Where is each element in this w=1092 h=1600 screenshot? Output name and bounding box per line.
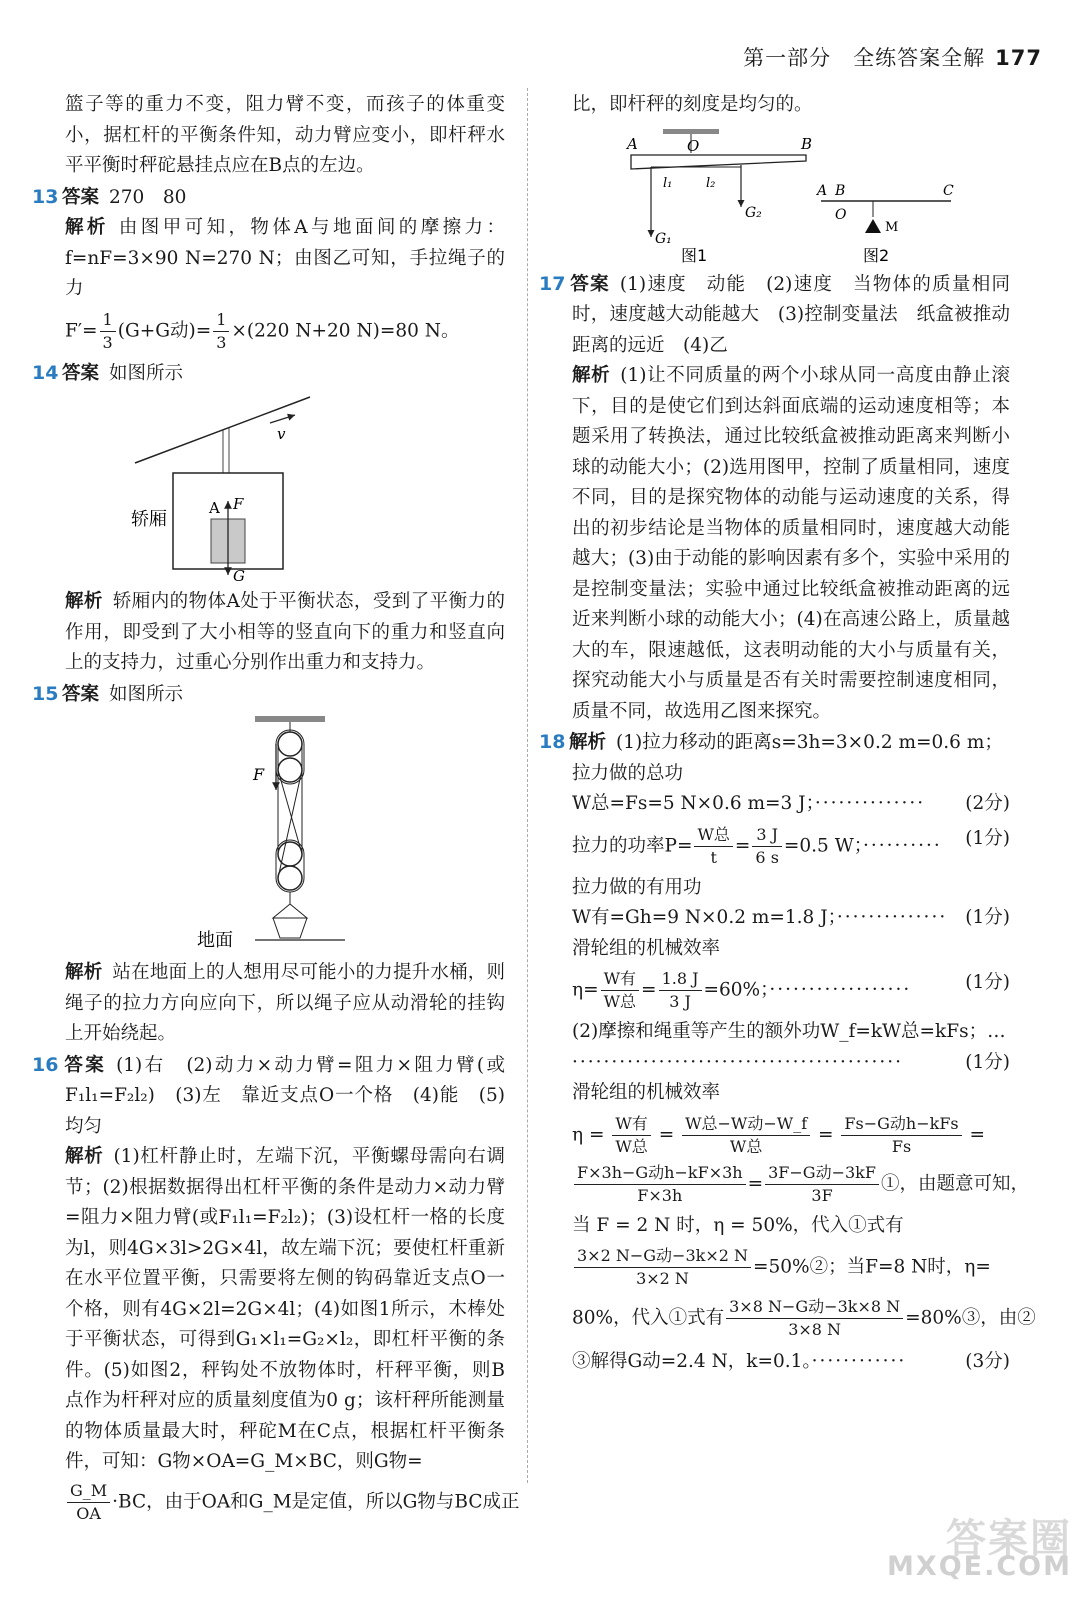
- q16-number: 16: [32, 1053, 59, 1076]
- denominator: 3: [102, 332, 113, 352]
- denominator: 3 J: [669, 992, 691, 1011]
- answer-label: 答案: [62, 1054, 107, 1076]
- denominator: 3×8 N: [788, 1320, 842, 1339]
- q18-useful-work: W有=Gh=9 N×0.2 m=1.8 J；·············· (1分): [572, 903, 1010, 934]
- numerator: 1: [100, 309, 116, 332]
- fig1-label-l2: l₂: [706, 175, 716, 191]
- continuation-paragraph: 比，即杆秤的刻度是均匀的。: [572, 94, 813, 115]
- q18-text: (1)拉力移动的距离s=3h=3×0.2 m=0.6 m；: [616, 732, 1003, 753]
- fraction: [67, 1480, 110, 1525]
- numerator: G_M: [67, 1480, 110, 1503]
- q18-text: =0.5 W；: [783, 835, 863, 856]
- fig2-label-a: A: [817, 182, 828, 199]
- q18-total-work: W总=Fs=5 N×0.6 m=3 J；·············· (2分): [572, 789, 1010, 820]
- denominator: 3: [216, 332, 227, 352]
- fig1-label-o: O: [687, 136, 700, 155]
- q18-text: =: [734, 835, 751, 856]
- denominator: W总: [615, 1136, 648, 1156]
- numerator: W总−W动−W_f: [682, 1113, 810, 1136]
- analysis-label: 解析: [572, 365, 611, 386]
- q14-number: 14: [32, 361, 59, 384]
- fig1-label-g2: G₂: [745, 204, 762, 221]
- analysis-label: 解析: [65, 962, 103, 983]
- q16-analysis: [65, 1142, 505, 1478]
- fig2-caption: 图2: [863, 245, 890, 265]
- q16-answer: [32, 1050, 505, 1143]
- fig1-caption: 图1: [681, 245, 708, 265]
- q18-eq-2: F×3h−G动h−kF×3h F×3h = 3F−G动−3kF 3F ①，由题意可知，: [572, 1162, 1010, 1207]
- q18-text: 滑轮组的机械效率: [572, 937, 721, 959]
- score: (1分): [965, 827, 1010, 849]
- analysis-label: 解析: [65, 217, 109, 238]
- watermark: [887, 1507, 1072, 1582]
- q13-equation: [65, 309, 505, 354]
- numerator: 1: [213, 309, 229, 332]
- velocity-label: v: [277, 425, 286, 443]
- q18-text: =80%③，由②: [905, 1307, 1036, 1329]
- score: (1分): [965, 1051, 1010, 1073]
- fraction: [726, 1296, 903, 1341]
- q13-analysis-text: 由图甲可知，物体A与地面间的摩擦力：f=nF=3×90 N=270 N；由图乙可知，手拉绳子的力: [65, 217, 505, 299]
- q17-number: 17: [539, 272, 566, 295]
- q18-text: ①，由题意可知，: [880, 1173, 1029, 1194]
- q17-answer: [539, 269, 1010, 362]
- q18-power: 拉力的功率P= W总 t = $\frac{3 J}{6 s}$ =0.5 W；·········· (1分): [572, 824, 1010, 867]
- fraction: [765, 1162, 879, 1207]
- page-header: [743, 42, 1042, 72]
- q18-eq-5: [572, 1296, 1036, 1341]
- q18-text: 当 F = 2 N 时，η = 50%，代入①式有: [572, 1214, 904, 1236]
- fraction: [659, 968, 702, 1013]
- fraction: [213, 309, 229, 354]
- force-label: F: [253, 765, 265, 784]
- q15-answer: [32, 679, 505, 711]
- fig1-label-g1: G₁: [655, 230, 672, 247]
- numerator: W有: [601, 968, 639, 991]
- q17-analysis: [572, 361, 1010, 727]
- fraction: [574, 1245, 751, 1290]
- answer-label: 答案: [62, 186, 100, 208]
- numerator: 3×2 N−G动−3k×2 N: [574, 1245, 751, 1268]
- counterweight-m: [865, 219, 881, 233]
- ceiling: [255, 716, 325, 722]
- fig2-label-m: M: [885, 219, 899, 235]
- fraction: [682, 1113, 810, 1158]
- object-label: A: [209, 499, 220, 517]
- fraction: [100, 309, 116, 354]
- q18-text: =60%；: [703, 979, 770, 1001]
- q16-answer-text: (1)右 (2)动力×动力臂=阻力×阻力臂(或F₁l₁=F₂l₂) (3)左 靠近支点O一个格 (4)能 (5)均匀: [65, 1054, 505, 1137]
- fraction: [612, 1113, 650, 1158]
- q18-score-line: ·········································· (1分): [572, 1048, 1010, 1079]
- eq-text: F′=: [65, 320, 98, 341]
- denominator: Fs: [891, 1136, 912, 1156]
- pulley-diagram: [185, 714, 385, 954]
- numerator: 1.8 J: [659, 968, 702, 991]
- ground-label: 地面: [197, 930, 233, 951]
- fig1-label-b: B: [801, 134, 813, 153]
- analysis-label: 解析: [65, 1146, 104, 1167]
- analysis-label: 解析: [65, 591, 103, 612]
- q18-text: W有=Gh=9 N×0.2 m=1.8 J；: [572, 907, 837, 928]
- q18-text: 拉力做的有用功: [572, 876, 702, 898]
- cabin-label: 轿厢: [131, 509, 167, 530]
- q16-analysis-tail: [65, 1480, 520, 1525]
- q13-number: 13: [32, 185, 59, 208]
- q16-tail-text: ·BC，由于OA和G_M是定值，所以G物与BC成正: [112, 1491, 520, 1512]
- q15-analysis: [65, 958, 505, 1050]
- analysis-label: 解析: [569, 732, 607, 753]
- q18-text: ③解得G动=2.4 N，k=0.1。: [572, 1351, 812, 1372]
- q15-number: 15: [32, 682, 59, 705]
- numerator: Fs−G动h−kFs: [841, 1113, 961, 1136]
- score: (1分): [965, 972, 1010, 993]
- fig1-label-l1: l₁: [663, 175, 673, 191]
- q18-final: ③解得G动=2.4 N，k=0.1。············ (3分): [572, 1347, 1010, 1378]
- section-title: 第一部分 全练答案全解: [743, 46, 986, 70]
- q18-text: 80%，代入①式有: [572, 1307, 725, 1329]
- q18-text: =50%②；当F=8 N时，η=: [753, 1256, 991, 1278]
- numerator: 3×8 N−G动−3k×8 N: [726, 1296, 903, 1319]
- q18-text: η =: [572, 1124, 605, 1145]
- denominator: 6 s: [755, 847, 779, 867]
- q18-text: η=: [572, 979, 599, 1001]
- fraction: [694, 824, 732, 869]
- fraction: [601, 968, 639, 1013]
- q18-text: 拉力的功率P=: [572, 835, 693, 856]
- continuation-paragraph: 篮子等的重力不变，阻力臂不变，而孩子的体重变小，据杠杆的平衡条件知，动力臂应变小，即杆秤水平平衡时秤砣悬挂点应在B点的左边。: [65, 94, 505, 176]
- numerator: F×3h−G动h−kF×3h: [574, 1162, 746, 1185]
- q16-analysis-text: (1)杠杆静止时，左端下沉，平衡螺母需向右调节；(2)根据数据得出杠杆平衡的条件是动力×动力臂=阻力×阻力臂(或F₁l₁=F₂l₂)；(3)设杠杆一格的长度为l，则4G×3l>2G×4l，故左端下沉；要使杠杆重新在水平位置平衡，只需要将左侧的钩码靠近支点O一个格，则有4G×2l=2G×4l；(4)如图1所示，木棒处于平衡状态，可得到G₁×l₁=G₂×l₂，即杠杆平衡的条件。(5)如图2，秤钩处不放物体时，杆秤平衡，则B点作为杆秤对应的质量刻度值为0 g；该杆秤所能测量的物体质量最大时，秤砣M在C点，根据杠杆平衡条件，可知：G物×OA=G_M×BC，则G物=: [65, 1146, 505, 1472]
- q18-text: =: [641, 979, 657, 1001]
- q18-text: W总=Fs=5 N×0.6 m=3 J；: [572, 793, 815, 814]
- q14-answer: [32, 358, 505, 390]
- denominator: W总: [729, 1136, 763, 1156]
- q13-analysis: [65, 213, 505, 305]
- q18-text: 拉力做的总功: [572, 762, 684, 784]
- watermark-url: MXQE.COM: [887, 1551, 1072, 1582]
- lever-figures: [591, 125, 991, 265]
- gravity-label: G: [233, 567, 245, 583]
- denominator: 3F: [811, 1185, 833, 1205]
- denominator: F×3h: [637, 1185, 683, 1205]
- watermark-logo-text: 答案圈: [946, 1516, 1072, 1562]
- q18-number: 18: [539, 731, 566, 753]
- q18-efficiency: η= W有 W总 = $\frac{1.8 J}{3 J}$ =60%；·················· (1分): [572, 969, 1010, 1011]
- q18-eq-4: [572, 1245, 1010, 1290]
- denominator: 3×2 N: [636, 1269, 689, 1288]
- q18-line-1: [539, 727, 1010, 759]
- q18-text: (2)摩擦和绳重等产生的额外功W_f=kW总=kFs；…: [572, 1021, 1006, 1042]
- score: (1分): [965, 907, 1010, 928]
- fraction: [752, 824, 781, 869]
- denominator: OA: [76, 1503, 101, 1523]
- left-column: [32, 90, 520, 1525]
- fig2-label-o: O: [835, 206, 847, 223]
- eq-text: (G+G动)=: [117, 320, 212, 341]
- answer-label: 答案: [569, 273, 610, 295]
- denominator: W总: [603, 992, 637, 1011]
- q13-answer-text: 270 80: [109, 186, 187, 208]
- q17-answer-text: (1)速度 动能 (2)速度 当物体的质量相同时，速度越大动能越大 (3)控制变量法 纸盒被推动距离的远近 (4)乙: [572, 273, 1010, 356]
- page-number: 177: [995, 46, 1042, 70]
- numerator: W有: [612, 1113, 650, 1136]
- fraction: [841, 1113, 961, 1158]
- q15-analysis-text: 站在地面上的人想用尽可能小的力提升水桶，则绳子的拉力方向应向下，所以绳子应从动滑轮的挂钩上开始绕起。: [65, 962, 505, 1044]
- numerator: 3 J: [752, 824, 781, 847]
- q15-answer-text: 如图所示: [109, 683, 184, 705]
- eq-text: ×(220 N+20 N)=80 N。: [231, 320, 460, 341]
- answer-label: 答案: [62, 683, 100, 705]
- q18-text: 滑轮组的机械效率: [572, 1082, 721, 1103]
- support-force-label: F: [233, 495, 244, 513]
- q14-analysis: [65, 587, 505, 679]
- numerator: 3F−G动−3kF: [765, 1162, 879, 1185]
- q17-analysis-text: (1)让不同质量的两个小球从同一高度由静止滚下，目的是使它们到达斜面底端的运动速度相等；本题采用了转换法，通过比较纸盒被推动距离来判断小球的动能大小；(2)选用图甲，控制了质量相同，速度不同，目的是探究物体的动能与运动速度的关系，得出的初步结论是当物体的质量相同时，速度越大动能越大；(3)由于动能的影响因素有多个，实验中采用的是控制变量法；实验中通过比较纸盒被推动距离的远近来判断小球的动能大小；(4)在高速公路上，质量越大的车，限速越低，这表明动能的大小与质量有关，探究动能大小与质量是否有关时需要控制速度相同，质量不同，故选用乙图来探究。: [572, 365, 1010, 722]
- fraction: [574, 1162, 746, 1207]
- elevator-force-diagram: [125, 393, 445, 583]
- score: (2分): [965, 793, 1010, 814]
- q14-answer-text: 如图所示: [109, 362, 184, 384]
- score: (3分): [965, 1351, 1010, 1372]
- q14-analysis-text: 轿厢内的物体A处于平衡状态，受到了平衡力的作用，即受到了大小相等的竖直向下的重力和竖直向上的支持力，过重心分别作出重力和支持力。: [65, 591, 505, 673]
- right-column: [539, 90, 1036, 1378]
- q13-answer: [32, 182, 505, 214]
- numerator: W总: [694, 824, 732, 847]
- q18-eq-1: η = W有 W总 = W总−W动−W_f W总 = Fs−G动h−kFs Fs =: [572, 1113, 986, 1156]
- fig2-label-c: C: [943, 182, 954, 199]
- answer-label: 答案: [62, 362, 100, 384]
- fig2-label-b: B: [835, 182, 846, 199]
- denominator: t: [710, 847, 717, 867]
- column-divider: [527, 88, 528, 1483]
- fig1-label-a: A: [627, 134, 638, 153]
